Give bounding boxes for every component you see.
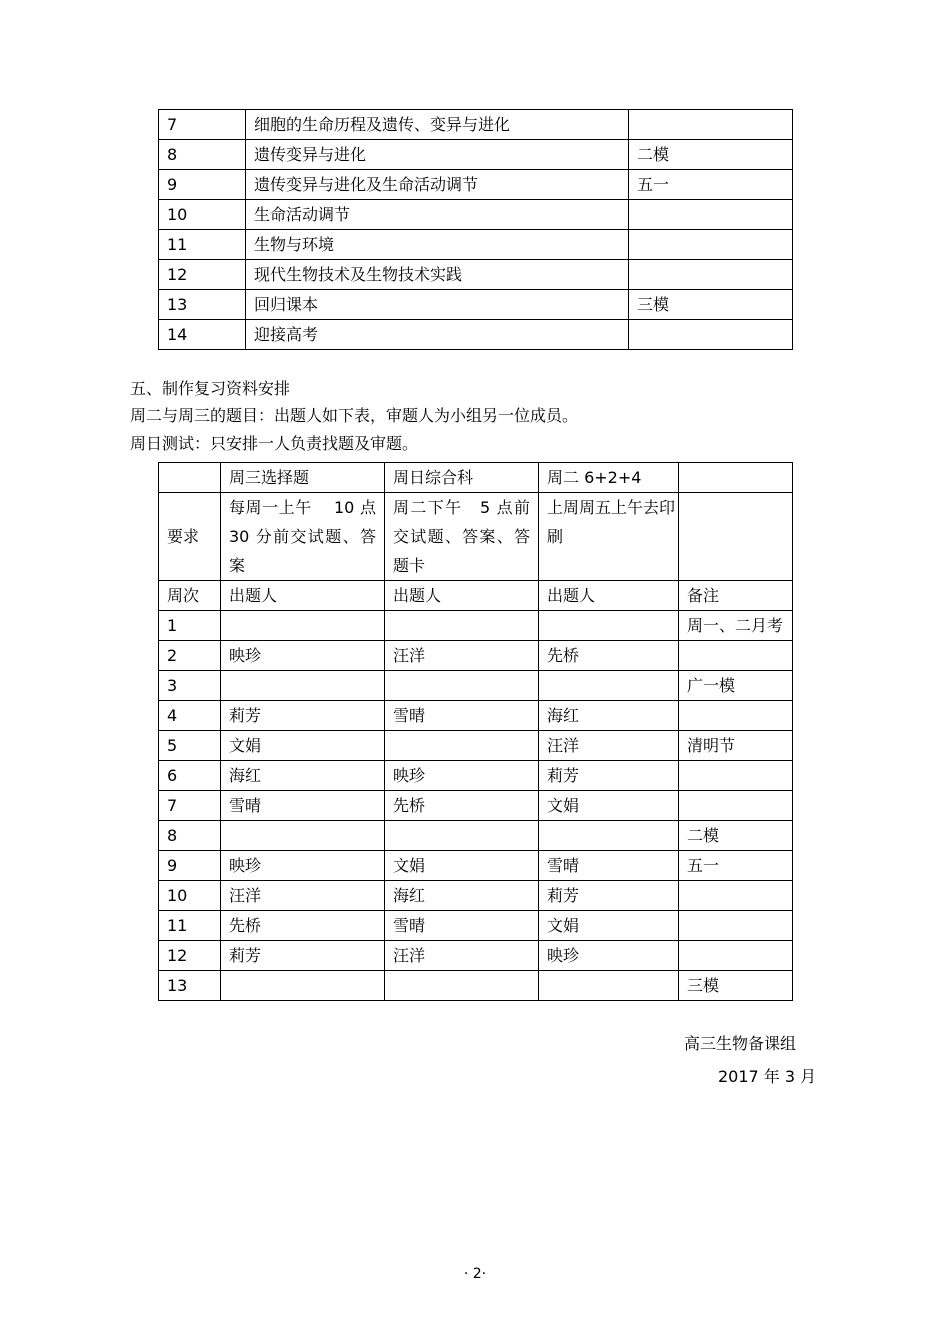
note-cell [629,260,793,290]
remark-cell: 五一 [679,851,793,881]
table-row [159,701,793,731]
setter-cell [221,611,385,641]
week-cell: 11 [159,911,221,941]
remark-cell [679,941,793,971]
table-row [159,791,793,821]
setter-cell [539,971,679,1001]
signature-group: 高三生物备课组 [684,1034,797,1053]
remark-cell: 二模 [679,821,793,851]
remark-cell [679,761,793,791]
subheader-cell: 出题人 [539,581,679,611]
topic-cell: 遗传变异与进化 [246,140,629,170]
setter-cell: 汪洋 [385,941,539,971]
setter-cell [221,821,385,851]
remark-cell: 三模 [679,971,793,1001]
table-row [159,140,793,170]
table-row [159,110,793,140]
setter-cell: 莉芳 [221,941,385,971]
week-cell: 3 [159,671,221,701]
week-cell: 12 [159,941,221,971]
table-row [159,260,793,290]
setter-cell: 海红 [221,761,385,791]
header-cell: 周日综合科 [385,463,539,493]
setter-cell [221,671,385,701]
setter-cell [539,821,679,851]
topic-cell: 回归课本 [246,290,629,320]
topic-cell: 现代生物技术及生物技术实践 [246,260,629,290]
setter-cell: 先桥 [539,641,679,671]
table-header-row [159,463,793,493]
table-row [159,911,793,941]
requirement-cell: 上周周五上午去印刷 [539,493,679,581]
week-cell: 5 [159,731,221,761]
table-row [159,611,793,641]
week-cell: 9 [159,851,221,881]
note-cell [629,320,793,350]
setter-cell [385,611,539,641]
week-cell: 13 [159,290,246,320]
note-cell: 二模 [629,140,793,170]
setter-cell [539,671,679,701]
week-cell: 10 [159,881,221,911]
requirement-label: 要求 [159,493,221,581]
setter-cell: 雪晴 [221,791,385,821]
header-cell [159,463,221,493]
section-line-1: 周二与周三的题目：出题人如下表，审题人为小组另一位成员。 [130,406,579,425]
week-cell: 6 [159,761,221,791]
table-row [159,200,793,230]
note-cell [629,110,793,140]
week-cell: 10 [159,200,246,230]
table-row [159,230,793,260]
topic-cell: 细胞的生命历程及遗传、变异与进化 [246,110,629,140]
page-number: · 2· [463,1266,487,1282]
remark-cell [679,911,793,941]
week-cell: 4 [159,701,221,731]
signature-date: 2017 年 3 月 [718,1067,817,1086]
remark-cell: 清明节 [679,731,793,761]
section-line-2: 周日测试：只安排一人负责找题及审题。 [130,434,419,453]
remark-cell [679,641,793,671]
setter-cell: 海红 [539,701,679,731]
table-row [159,821,793,851]
note-cell: 五一 [629,170,793,200]
header-cell: 周三选择题 [221,463,385,493]
setter-cell: 映珍 [539,941,679,971]
remark-cell [679,701,793,731]
header-cell: 周二 6+2+4 [539,463,679,493]
remark-cell [679,791,793,821]
note-cell [629,200,793,230]
week-cell: 13 [159,971,221,1001]
requirement-row [159,493,793,581]
week-cell: 9 [159,170,246,200]
subheader-cell: 出题人 [221,581,385,611]
setter-cell: 文娟 [539,911,679,941]
setter-cell: 文娟 [385,851,539,881]
topic-cell: 迎接高考 [246,320,629,350]
setter-cell: 汪洋 [539,731,679,761]
table-row [159,320,793,350]
remark-cell [679,881,793,911]
subheader-cell: 备注 [679,581,793,611]
requirement-cell [679,493,793,581]
setter-cell: 先桥 [221,911,385,941]
topic-cell: 生命活动调节 [246,200,629,230]
topic-cell: 生物与环境 [246,230,629,260]
table-row [159,851,793,881]
setter-cell [221,971,385,1001]
setter-cell: 文娟 [539,791,679,821]
week-cell: 11 [159,230,246,260]
week-cell: 14 [159,320,246,350]
setter-cell [385,971,539,1001]
setter-cell [385,671,539,701]
setter-cell [385,821,539,851]
week-cell: 8 [159,821,221,851]
setter-cell: 映珍 [221,851,385,881]
subheader-cell: 出题人 [385,581,539,611]
setter-cell: 莉芳 [539,761,679,791]
topic-cell: 遗传变异与进化及生命活动调节 [246,170,629,200]
table-row [159,971,793,1001]
setter-cell: 雪晴 [385,911,539,941]
table-row [159,671,793,701]
note-cell [629,230,793,260]
table-row [159,941,793,971]
remark-cell: 广一模 [679,671,793,701]
table-row [159,641,793,671]
note-cell: 三模 [629,290,793,320]
week-cell: 1 [159,611,221,641]
section-heading: 五、制作复习资料安排 [130,379,291,398]
schedule-table [158,109,793,350]
table-row [159,170,793,200]
subheader-row [159,581,793,611]
setter-cell: 雪晴 [385,701,539,731]
table-row [159,881,793,911]
setter-cell: 汪洋 [221,881,385,911]
week-cell: 7 [159,110,246,140]
remark-cell: 周一、二月考 [679,611,793,641]
week-cell: 7 [159,791,221,821]
week-cell: 12 [159,260,246,290]
question-setter-table [158,462,793,1001]
setter-cell: 映珍 [221,641,385,671]
header-cell [679,463,793,493]
setter-cell: 莉芳 [539,881,679,911]
setter-cell: 先桥 [385,791,539,821]
table-row [159,290,793,320]
setter-cell: 莉芳 [221,701,385,731]
setter-cell: 文娟 [221,731,385,761]
setter-cell [539,611,679,641]
week-cell: 2 [159,641,221,671]
setter-cell: 海红 [385,881,539,911]
setter-cell: 映珍 [385,761,539,791]
requirement-cell: 周二下午 5 点前交试题、答案、答题卡 [385,493,539,581]
setter-cell: 汪洋 [385,641,539,671]
requirement-cell: 每周一上午 10 点 30 分前交试题、答案 [221,493,385,581]
table-row [159,761,793,791]
subheader-cell: 周次 [159,581,221,611]
table-row [159,731,793,761]
week-cell: 8 [159,140,246,170]
setter-cell: 雪晴 [539,851,679,881]
setter-cell [385,731,539,761]
